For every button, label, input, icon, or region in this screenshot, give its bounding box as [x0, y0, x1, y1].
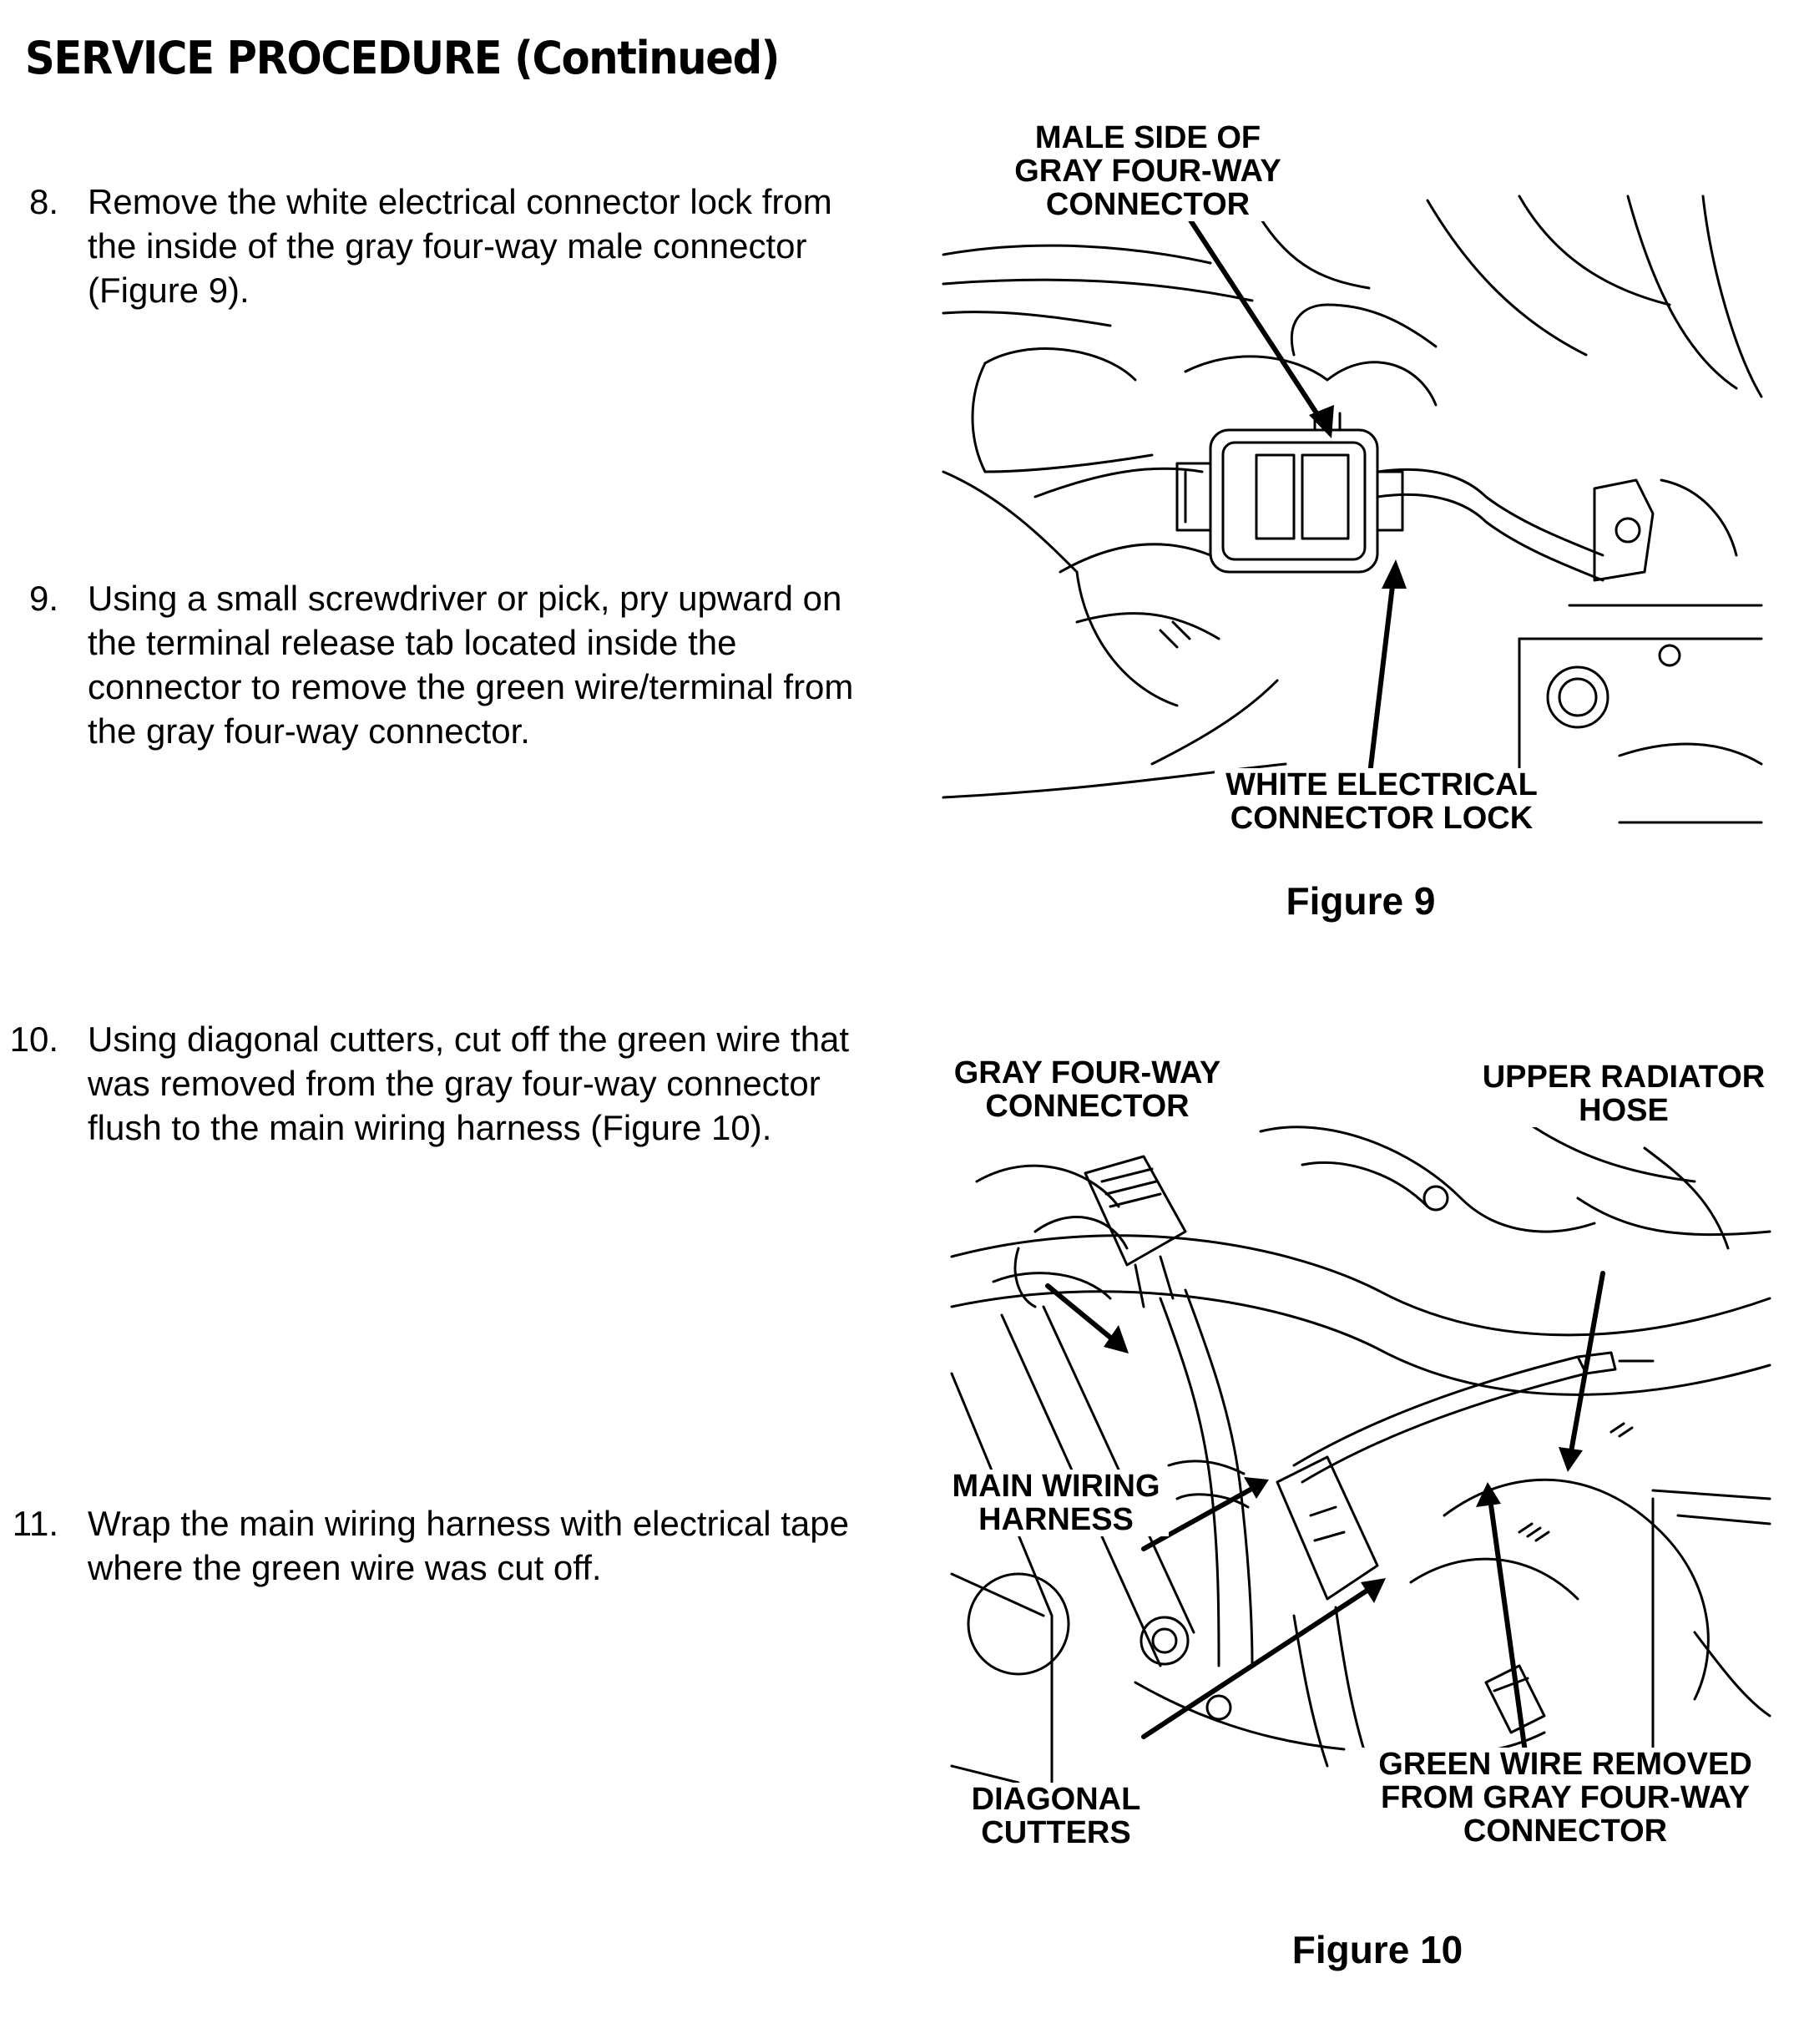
step-text: Remove the white electrical connector lock from the inside of the gray four-way male connector (Figure 9).: [88, 182, 832, 310]
step-number: 10.: [9, 1019, 58, 1059]
figure-10-caption: Figure 10: [1291, 1928, 1463, 1971]
figure-9-caption: Figure 9: [1286, 879, 1436, 923]
callout-main-wiring-harness: MAIN WIRING HARNESS: [943, 1470, 1169, 1536]
callout-green-wire-removed: GREEN WIRE REMOVED FROM GRAY FOUR-WAY CONNECTOR: [1361, 1748, 1770, 1848]
step-number: 8.: [28, 182, 58, 221]
figure-10-illustration: [943, 1031, 1778, 1866]
figure-9: [935, 104, 1770, 839]
callout-diagonal-cutters: DIAGONAL CUTTERS: [943, 1783, 1169, 1849]
figure-10: [943, 1031, 1778, 1866]
step-text: Using a small screwdriver or pick, pry upward on the terminal release tab located inside the connector to remove the green wire/terminal from the gray four-way connector.: [88, 579, 854, 751]
step-number: 11.: [12, 1504, 58, 1543]
step-text: Wrap the main wiring harness with electrical tape where the green wire was cut off.: [88, 1504, 849, 1587]
callout-gray-four-way-connector: GRAY FOUR-WAY CONNECTOR: [943, 1056, 1231, 1123]
step-text: Using diagonal cutters, cut off the green wire that was removed from the gray four-way connector flush to the main wiring harness (Figure 10).: [88, 1019, 850, 1147]
page-heading: SERVICE PROCEDURE (Continued): [25, 32, 780, 84]
callout-upper-radiator-hose: UPPER RADIATOR HOSE: [1469, 1060, 1778, 1127]
callout-white-electrical-connector-lock: WHITE ELECTRICAL CONNECTOR LOCK: [1215, 768, 1549, 835]
step-number: 9.: [28, 579, 58, 618]
callout-male-side-of-gray-four-way-connector: MALE SIDE OF GRAY FOUR-WAY CONNECTOR: [981, 121, 1315, 221]
